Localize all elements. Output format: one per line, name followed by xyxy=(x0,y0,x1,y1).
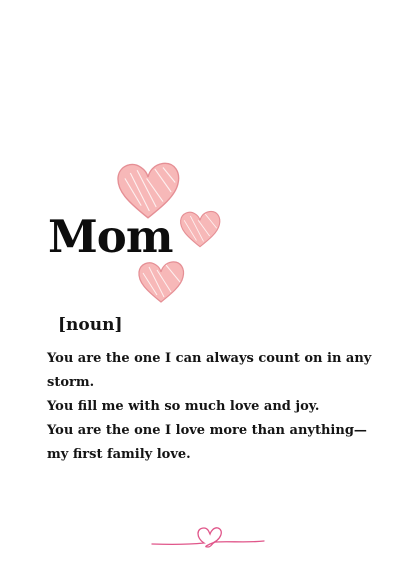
definition-line: You are the one I love more than anything— xyxy=(47,423,367,438)
definition-line: my first family love. xyxy=(47,447,191,462)
heart-flourish-icon xyxy=(150,520,266,550)
definition-line: You fill me with so much love and joy. xyxy=(47,399,320,414)
heart-icon xyxy=(177,208,223,252)
part-of-speech: [noun] xyxy=(58,315,123,335)
definition-line: You are the one I can always count on in any xyxy=(47,351,372,366)
definition-text xyxy=(47,347,377,467)
heart-icon xyxy=(136,258,186,308)
page-title: Mom xyxy=(48,210,173,263)
definition-line: storm. xyxy=(47,375,95,390)
